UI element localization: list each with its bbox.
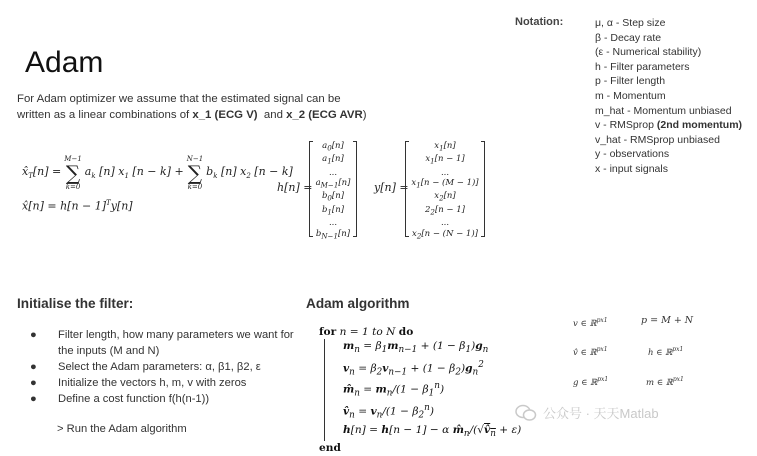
algorithm-heading: Adam algorithm <box>306 296 410 311</box>
dim-sup: px1 <box>596 317 608 324</box>
notation-item: m_hat - Momentum unbiased <box>595 104 732 117</box>
y-vector-label: y[n] = <box>374 181 409 194</box>
end-keyword: end <box>319 442 341 455</box>
dim-text: v̂ ∈ ℝ <box>573 347 597 358</box>
list-item <box>30 327 308 359</box>
dim-p: p = M + N <box>641 315 694 326</box>
dim-sup: px1 <box>672 376 684 383</box>
intro-text-segment: ) <box>362 109 367 121</box>
notation-item: y - observations <box>595 148 670 161</box>
list-item-text: Define a cost function f(h(n-1)) <box>58 393 210 405</box>
notation-item: p - Filter length <box>595 75 666 88</box>
for-keyword: for <box>319 326 337 338</box>
dim-m <box>646 376 684 388</box>
notation-item: v_hat - RMSprop unbiased <box>595 133 720 146</box>
intro-text-segment: written as a linear combinations of <box>17 109 193 121</box>
bullet-icon: ● <box>30 377 37 389</box>
watermark-text: 公众号 · 天天Matlab <box>543 406 659 421</box>
page-title: Adam <box>25 46 104 79</box>
list-item <box>30 391 308 407</box>
watermark <box>515 403 659 422</box>
vector-equation: x̂[n] = $h[n - 1]^Ty[n]$ <box>22 199 133 213</box>
dim-vhat <box>573 346 608 358</box>
h-vector: $a_0[n]$ $a_1[n]$ ... $a_{M-1}[n]$ $b_0[n]$ $b_1[n]$ ... $b_{N-1}[n]$ <box>309 141 357 237</box>
estimate-equation: $x̂_T[n]$ = M−1 ∑ k=0 $a_k$ [n] $x_1$ [n − k] + N−1 ∑ k=0 $b_k$ [n] $x_2$ [n − k] <box>22 155 293 191</box>
dim-text: v ∈ ℝ <box>573 318 597 329</box>
list-item-text: Initialize the vectors h, m, v with zeros <box>58 377 247 389</box>
dim-sup: px1 <box>672 346 684 353</box>
notation-heading: Notation: <box>515 16 564 28</box>
init-heading: Initialise the filter: <box>17 296 134 311</box>
intro-text-segment: and <box>257 109 287 121</box>
algorithm-body: $m_n = \beta_1m_{n-1} + (1 - \beta_1)g_n$ $v_n = \beta_2v_{n-1} + (1 - \beta_2)g_n^2$ $m̂_n = m_n/(1 - \beta_1^n)$ $v̂_n = v_n/(1 - \beta_2^n)$ h[n] = h[n − 1] − α $m̂_n/(√v̂_n + \varepsilon)$ <box>324 339 521 441</box>
intro-line-2 <box>17 107 397 123</box>
algorithm-block <box>319 325 521 456</box>
dim-g <box>573 376 608 388</box>
notation-item: μ, α - Step size <box>595 17 666 29</box>
intro-x1: x_1 (ECG V) <box>192 109 258 121</box>
intro-text <box>17 91 397 123</box>
notation-item: v - RMSprop <box>595 119 654 132</box>
bullet-icon: ● <box>30 361 37 373</box>
list-item <box>30 359 308 375</box>
dim-sup: px1 <box>597 376 609 383</box>
h-vector-label: h[n] = <box>277 181 313 194</box>
dim-text: m ∈ ℝ <box>646 377 673 388</box>
notation-item: h - Filter parameters <box>595 60 690 73</box>
init-bullet-list <box>30 327 308 407</box>
intro-line-1: For Adam optimizer we assume that the estimated signal can be <box>17 93 341 105</box>
dim-h <box>648 346 683 358</box>
sum-symbol: N−1 ∑ k=0 <box>186 155 204 191</box>
for-line <box>319 325 521 339</box>
notation-item-rmsprop <box>595 118 742 133</box>
notation-list <box>595 16 742 177</box>
list-item-text: Select the Adam parameters: α, β1, β2, ε <box>58 361 261 373</box>
notation-item: β - Decay rate <box>595 31 662 44</box>
do-keyword: do <box>398 326 414 338</box>
bullet-icon: ● <box>30 393 37 405</box>
notation-item: (ε - Numerical stability) <box>595 46 702 59</box>
intro-x2: x_2 (ECG AVR <box>286 109 363 121</box>
bullet-icon: ● <box>30 329 37 341</box>
dim-v <box>573 317 608 329</box>
dim-sup: px1 <box>596 346 608 353</box>
notation-item: m - Momentum <box>595 89 666 102</box>
notation-bold: (2nd momentum) <box>656 119 743 132</box>
sum-symbol: M−1 ∑ k=0 <box>64 155 82 191</box>
notation-item: x - input signals <box>595 162 668 175</box>
dim-text: h ∈ ℝ <box>648 347 673 358</box>
wechat-icon <box>515 404 537 422</box>
y-vector: $x_1[n]$ $x_1[n - 1]$ ... $x_1[n - (M - 1)]$ $x_2[n]$ $2_2[n - 1]$ ... $x_2[n - (N - 1)]$ <box>405 141 485 237</box>
list-item-text: Filter length, how many parameters we want for the inputs (M and N) <box>58 329 294 357</box>
run-instruction: > Run the Adam algorithm <box>57 423 187 435</box>
dim-text: g ∈ ℝ <box>573 377 598 388</box>
loop-range: n = 1 to N <box>339 326 396 338</box>
list-item <box>30 375 308 391</box>
